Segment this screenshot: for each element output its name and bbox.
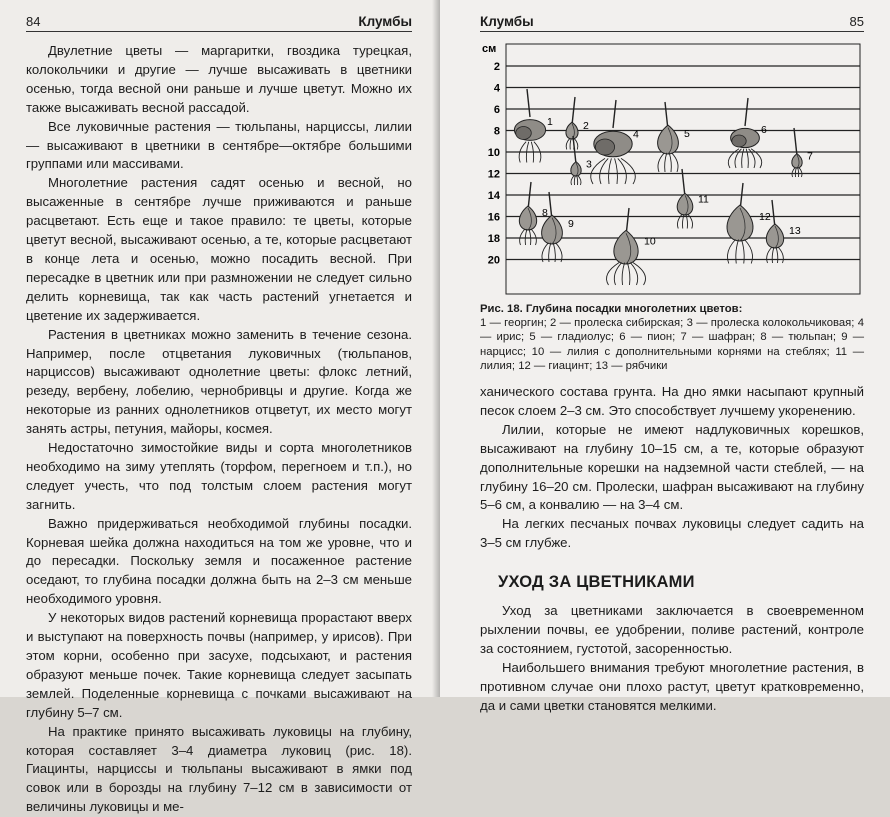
depth-tick-label: 18 bbox=[487, 233, 500, 245]
left-paragraph: Многолетние растения садят осенью и весной, но высаженные в сентябре лучше приживаются и раньше расцветают. Есть еще и такое правило: те цветы, которые цветут весной, высаживают осенью, а те, которые расцветают в конце лета и осенью, можно посадить весной. При пересадке в цветник или при размножении не следует сильно делить корневища, так как часть растений угнетается и цветение их задерживается. bbox=[26, 175, 412, 323]
right-paragraph: ханического состава грунта. На дно ямки насыпают крупный песок слоем 2–3 см. Это способствует лучшему укоренению. bbox=[480, 384, 864, 418]
plant-number-label: 10 bbox=[644, 235, 656, 248]
right-page-number: 85 bbox=[849, 14, 864, 29]
plant-5 bbox=[658, 102, 690, 172]
plant-number-label: 3 bbox=[586, 158, 592, 171]
depth-unit-label: см bbox=[482, 43, 497, 55]
depth-tick-label: 2 bbox=[493, 61, 500, 73]
plant-number-label: 11 bbox=[698, 193, 709, 206]
right-paragraph: На легких песчаных почвах луковицы следует садить на 3–5 см глубже. bbox=[480, 516, 864, 551]
depth-tick-labels bbox=[488, 61, 501, 267]
section-heading: УХОД ЗА ЦВЕТНИКАМИ bbox=[498, 573, 695, 592]
figure-frame bbox=[506, 44, 860, 294]
depth-lines bbox=[506, 44, 860, 294]
left-paragraph: Все луковичные растения — тюльпаны, нарциссы, лилии — высаживают в цветники в сентябре—октябре большими группами или массивами. bbox=[26, 118, 412, 172]
figure-caption-text: 1 — георгин; 2 — пролеска сибирская; 3 — пролеска колокольчиковая; 4 — ирис; 5 — гладиолус; 6 — пион; 7 — шафран; 8 — тюльпан; 9 — нарцисс; 10 — лилия с дополнительными корнями на стеблях; 11 — лилия; 12 — гиацинт; 13 — рябчики bbox=[480, 317, 864, 372]
left-paragraph: Растения в цветниках можно заменить в течение сезона. Например, после отцветания луковичных (тюльпанов, нарциссов) высаживают однолетние цветы: флокс летний, резеду, вербену, лобелию, чернобривцы и другие. Когда же некоторые из ранних однолетников отцветут, их место могут занять астры, петуния, майоры, космея. bbox=[26, 326, 412, 437]
left-paragraph: Двулетние цветы — маргаритки, гвоздика турецкая, колокольчики и другие — лучше высаживать в цветники осенью, тогда весной они раньше и лучше цветут. Можно их также высаживать весной рассадой. bbox=[26, 43, 412, 115]
plant-number-label: 8 bbox=[542, 207, 548, 219]
plant-number-label: 6 bbox=[761, 124, 767, 137]
depth-tick-label: 12 bbox=[487, 168, 500, 181]
plant-number-label: 12 bbox=[759, 211, 771, 223]
depth-tick-label: 20 bbox=[487, 254, 500, 267]
section-paragraph: Наибольшего внимания требуют многолетние растения, в противном случае они плохо растут, цветут кратковременно, да и сами цветки становятся мелкими. bbox=[480, 659, 864, 713]
plant-number-label: 5 bbox=[684, 128, 690, 141]
figure-caption-title: Рис. 18. Глубина посадки многолетних цветов: bbox=[480, 303, 743, 315]
planting-depth-diagram bbox=[480, 38, 864, 300]
left-paragraph: Важно придерживаться необходимой глубины посадки. Корневая шейка должна находиться на том же уровне, что и до пересадки. Поскольку земля и посаженное растение оседают, то глубина посадки должна быть на 2–3 см меньше необходимого уровня. bbox=[26, 515, 412, 607]
left-paragraph: У некоторых видов растений корневища прорастают вверх и выступают на поверхность почвы (например, у ирисов). При этом корни, особенно при засухе, подсыхают, и растения образуют меньше почек. Такие корневища следует засыпать землей. Поделенные корневища с почками высаживают на глубину 5–7 см. bbox=[26, 610, 412, 720]
left-paragraph: На практике принято высаживать луковицы на глубину, которая составляет 3–4 диаметра луковиц (рис. 18). Гиацинты, нарциссы и тюльпаны высаживают в ямки под совок или в борозды на глубину 7–12 см в зависимости от величины луковицы и ме- bbox=[26, 723, 412, 815]
text-after-figure bbox=[480, 383, 864, 553]
right-running-head bbox=[480, 14, 864, 32]
depth-tick-label: 16 bbox=[487, 211, 500, 224]
right-running-title: Клумбы bbox=[480, 14, 534, 29]
plant-2 bbox=[566, 97, 589, 150]
right-paragraph: Лилии, которые не имеют надлуковичных корешков, высаживают на глубину 10–15 см, а те, которые образуют дополнительные корешки на надземной части стеблей, — на глубину 16–20 см. Пролески, шафран высаживают на глубину 5–6 см, а конвалию — на 3–4 см. bbox=[480, 421, 864, 513]
depth-tick-label: 10 bbox=[487, 147, 500, 159]
plant-drawings bbox=[514, 89, 813, 285]
planting-depth-figure bbox=[480, 38, 864, 300]
plant-4 bbox=[591, 100, 639, 184]
left-running-title: Клумбы bbox=[358, 14, 412, 29]
depth-tick-label: 14 bbox=[487, 190, 500, 202]
right-page bbox=[440, 0, 890, 713]
depth-tick-label: 6 bbox=[493, 104, 500, 116]
plant-number-label: 4 bbox=[633, 128, 639, 141]
plant-number-label: 1 bbox=[547, 115, 553, 128]
depth-tick-label: 8 bbox=[493, 125, 500, 138]
plant-9 bbox=[542, 192, 574, 262]
figure-caption bbox=[480, 302, 864, 373]
left-page-number: 84 bbox=[26, 14, 41, 29]
plant-number-label: 13 bbox=[789, 225, 801, 237]
plant-number-label: 7 bbox=[807, 150, 813, 163]
plant-number-label: 2 bbox=[583, 120, 589, 133]
depth-tick-label: 4 bbox=[493, 82, 500, 95]
left-paragraph: Недостаточно зимостойкие виды и сорта многолетников необходимо на зиму утеплять (торфом, перегноем и т.п.), но следует учесть, что под толстым слоем растения могут загнить. bbox=[26, 440, 412, 512]
plant-11 bbox=[677, 169, 709, 229]
left-page bbox=[0, 0, 440, 815]
section-paragraph: Уход за цветниками заключается в своевременном рыхлении почвы, ее удобрении, поливе растений, контроле за состоянием, густотой, засоренностью. bbox=[480, 603, 864, 656]
plant-10 bbox=[607, 208, 656, 285]
left-running-head bbox=[26, 14, 412, 32]
plant-3 bbox=[571, 136, 592, 185]
plant-number-label: 9 bbox=[568, 218, 574, 231]
plant-13 bbox=[766, 200, 801, 263]
